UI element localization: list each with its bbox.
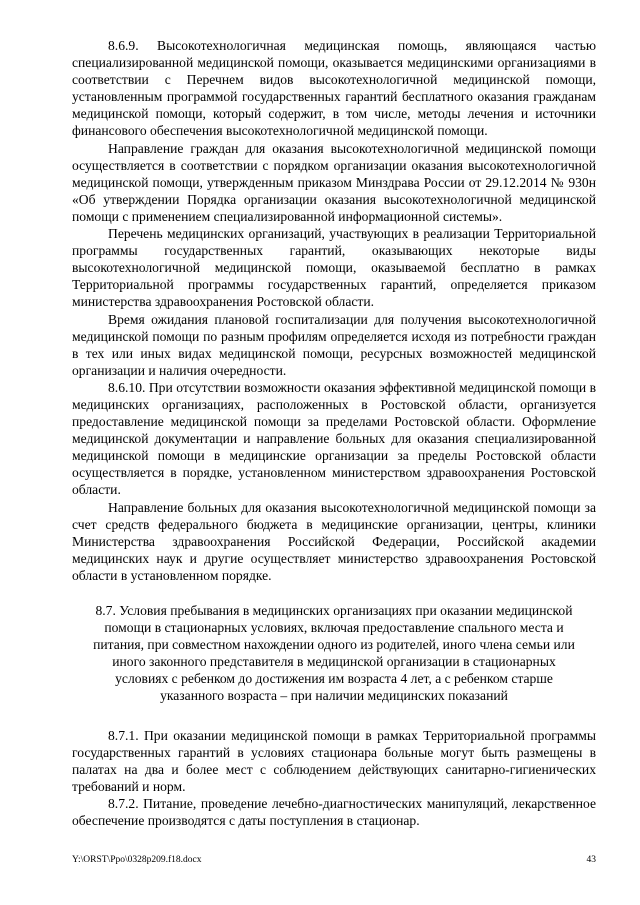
paragraph-waiting-time: Время ожидания плановой госпитализации для получения высокотехнологичной медицинской помощи по разным профилям определяется исходя из потребности граждан в тех или иных видах медицинской помощи, ресурсных возможностей медицинской организации и наличия очередности. [72,311,596,378]
paragraph-federal-referral: Направление больных для оказания высокотехнологичной медицинской помощи за счет средств федерального бюджета в медицинские организации, центры, клиники Министерства здравоохранения Российской Федерации, Российской академии медицинских наук и другие осуществляет министерство здравоохранения Ростовской области в установленном порядке. [72,499,596,583]
paragraph-referral-hightech: Направление граждан для оказания высокотехнологичной медицинской помощи осуществляется в соответствии с порядком организации оказания высокотехнологичной медицинской помощи, утвержденным приказом Минздрава России от 29.12.2014 № 930н «Об утверждении Порядка организации оказания высокотехнологичной медицинской помощи с применением специализированной информационной системы». [72,140,596,224]
footer-page-number: 43 [586,855,596,865]
document-body [72,37,596,829]
paragraph-8-7-1: 8.7.1. При оказании медицинской помощи в рамках Территориальной программы государственных гарантий в условиях стационара больные могут быть размещены в палатах на два и более мест с соблюдением действующих санитарно-гигиенических требований и норм. [72,727,596,794]
paragraph-8-6-10: 8.6.10. При отсутствии возможности оказания эффективной медицинской помощи в медицинских организациях, расположенных в Ростовской области, организуется предоставление медицинской помощи за пределами Ростовской области. Оформление медицинской документации и направление больных для оказания специализированной медицинской помощи в медицинские организации за пределы Ростовской области осуществляется в порядке, установленном министерством здравоохранения Ростовской области. [72,379,596,498]
footer-file-path: Y:\ORST\Ppo\0328p209.f18.docx [72,855,202,865]
paragraph-8-6-9: 8.6.9. Высокотехнологичная медицинская помощь, являющаяся частью специализированной медицинской помощи, оказывается медицинскими организациями в соответствии с Перечнем видов высокотехнологичной медицинской помощи, установленным программой государственных гарантий бесплатного оказания гражданам медицинской помощи, который содержит, в том числе, методы лечения и источники финансового обеспечения высокотехнологичной медицинской помощи. [72,38,596,139]
section-heading-8-7: 8.7. Условия пребывания в медицинских организациях при оказании медицинской помощи в стационарных условиях, включая предоставление спального места и питания, при совместном нахождении одного из родителей, иного члена семьи или иного законного представителя в медицинской организации в стационарных условиях с ребенком до достижения им возраста 4 лет, а с ребенком старше указанного возраста – при наличии медицинских показаний [93,603,575,704]
paragraph-8-7-2: 8.7.2. Питание, проведение лечебно-диагностических манипуляций, лекарственное обеспечение производятся с даты поступления в стационар. [72,795,596,829]
paragraph-organization-list: Перечень медицинских организаций, участвующих в реализации Территориальной программы государственных гарантий, оказывающих некоторые виды высокотехнологичной медицинской помощи, оказываемой бесплатно в рамках Территориальной программы государственных гарантий, определяется приказом министерства здравоохранения Ростовской области. [72,226,596,310]
